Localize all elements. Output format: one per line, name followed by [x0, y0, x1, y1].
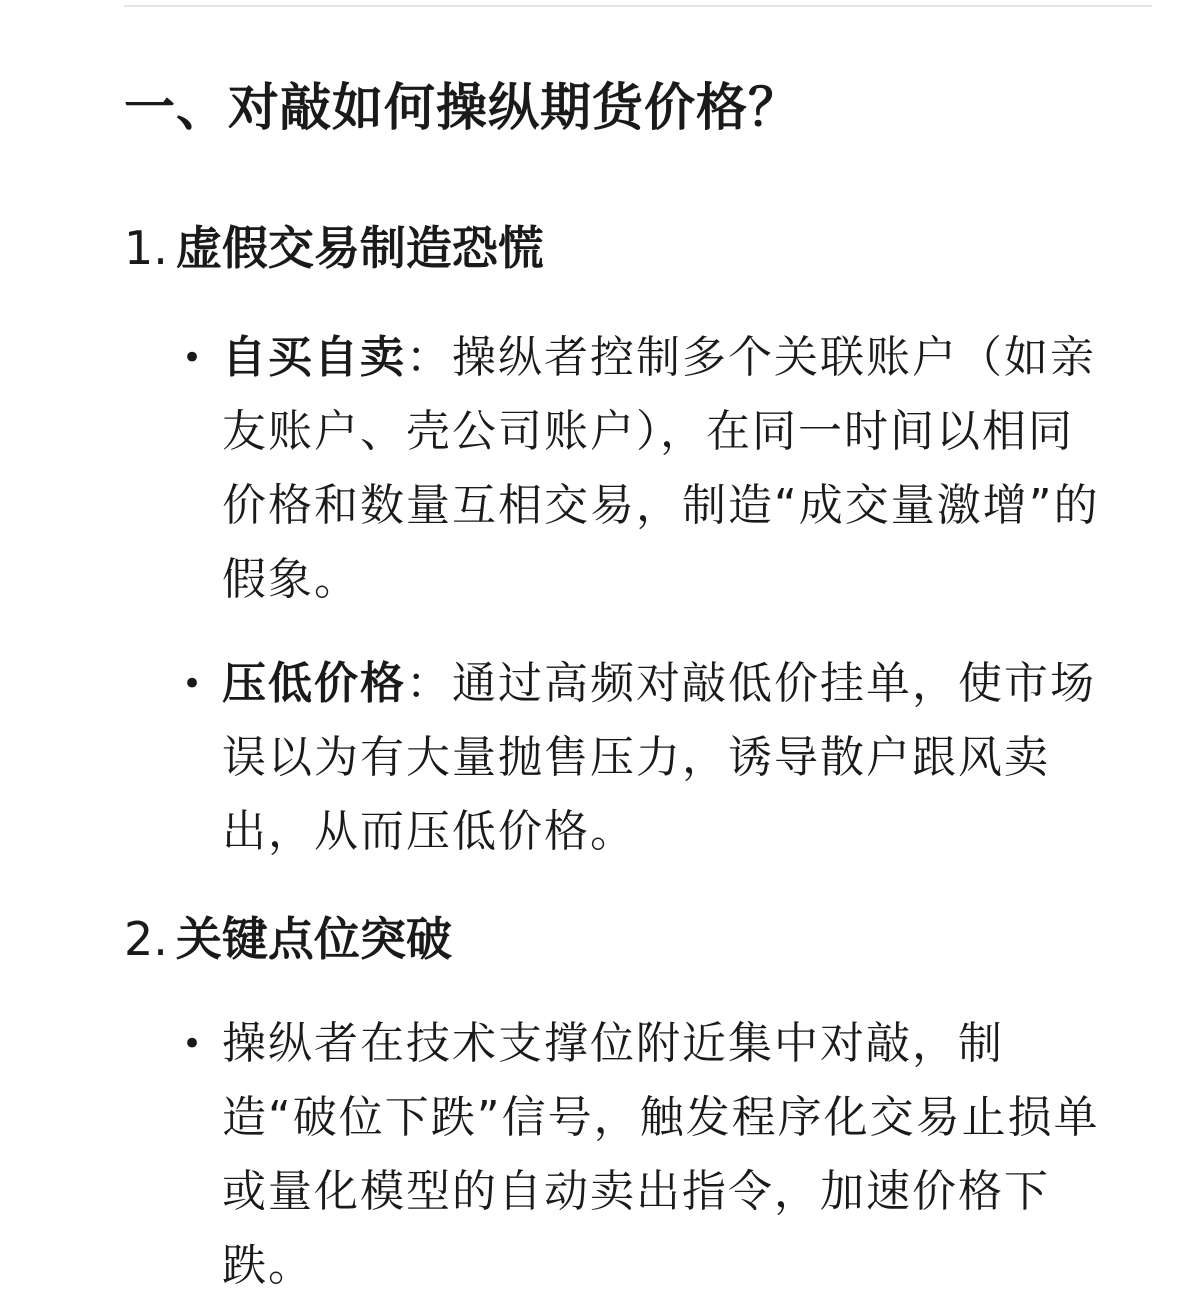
- step-heading: [124, 218, 1124, 278]
- top-divider: [124, 5, 1152, 7]
- step-number: 1.: [124, 221, 168, 275]
- article-content: [124, 70, 1124, 1303]
- list-item: [124, 647, 1118, 869]
- bullet-dot-icon: •: [182, 338, 205, 378]
- section-heading: 一、对敲如何操纵期货价格？: [124, 79, 801, 138]
- bullet-separator: ：: [406, 332, 452, 383]
- bullet-dot-icon: •: [182, 1024, 205, 1064]
- step-number: 2.: [124, 912, 168, 966]
- bullet-term: 压低价格: [222, 658, 406, 709]
- steps-list: [124, 218, 1124, 1303]
- bullet-list: [124, 321, 1124, 869]
- step-title: 关键点位突破: [175, 912, 452, 966]
- bullet-text: 操纵者控制多个关联账户（如亲友账户、壳公司账户），在同一时间以相同价格和数量互相交易，制造“成交量激增”的假象。: [222, 332, 1100, 605]
- step-title: 虚假交易制造恐慌: [175, 221, 544, 275]
- step-heading: [124, 909, 1124, 969]
- list-item: [124, 321, 1118, 617]
- bullet-list: [124, 1007, 1124, 1303]
- step-item-1: [124, 218, 1124, 869]
- bullet-text: 操纵者在技术支撑位附近集中对敲，制造“破位下跌”信号，触发程序化交易止损单或量化模型的自动卖出指令，加速价格下跌。: [222, 1018, 1100, 1291]
- step-item-2: [124, 909, 1124, 1303]
- list-item: [124, 1007, 1118, 1303]
- bullet-dot-icon: •: [182, 664, 205, 704]
- bullet-separator: ：: [406, 658, 452, 709]
- bullet-text: 通过高频对敲低价挂单，使市场误以为有大量抛售压力，诱导散户跟风卖出，从而压低价格。: [222, 658, 1096, 857]
- bullet-term: 自买自卖: [222, 332, 406, 383]
